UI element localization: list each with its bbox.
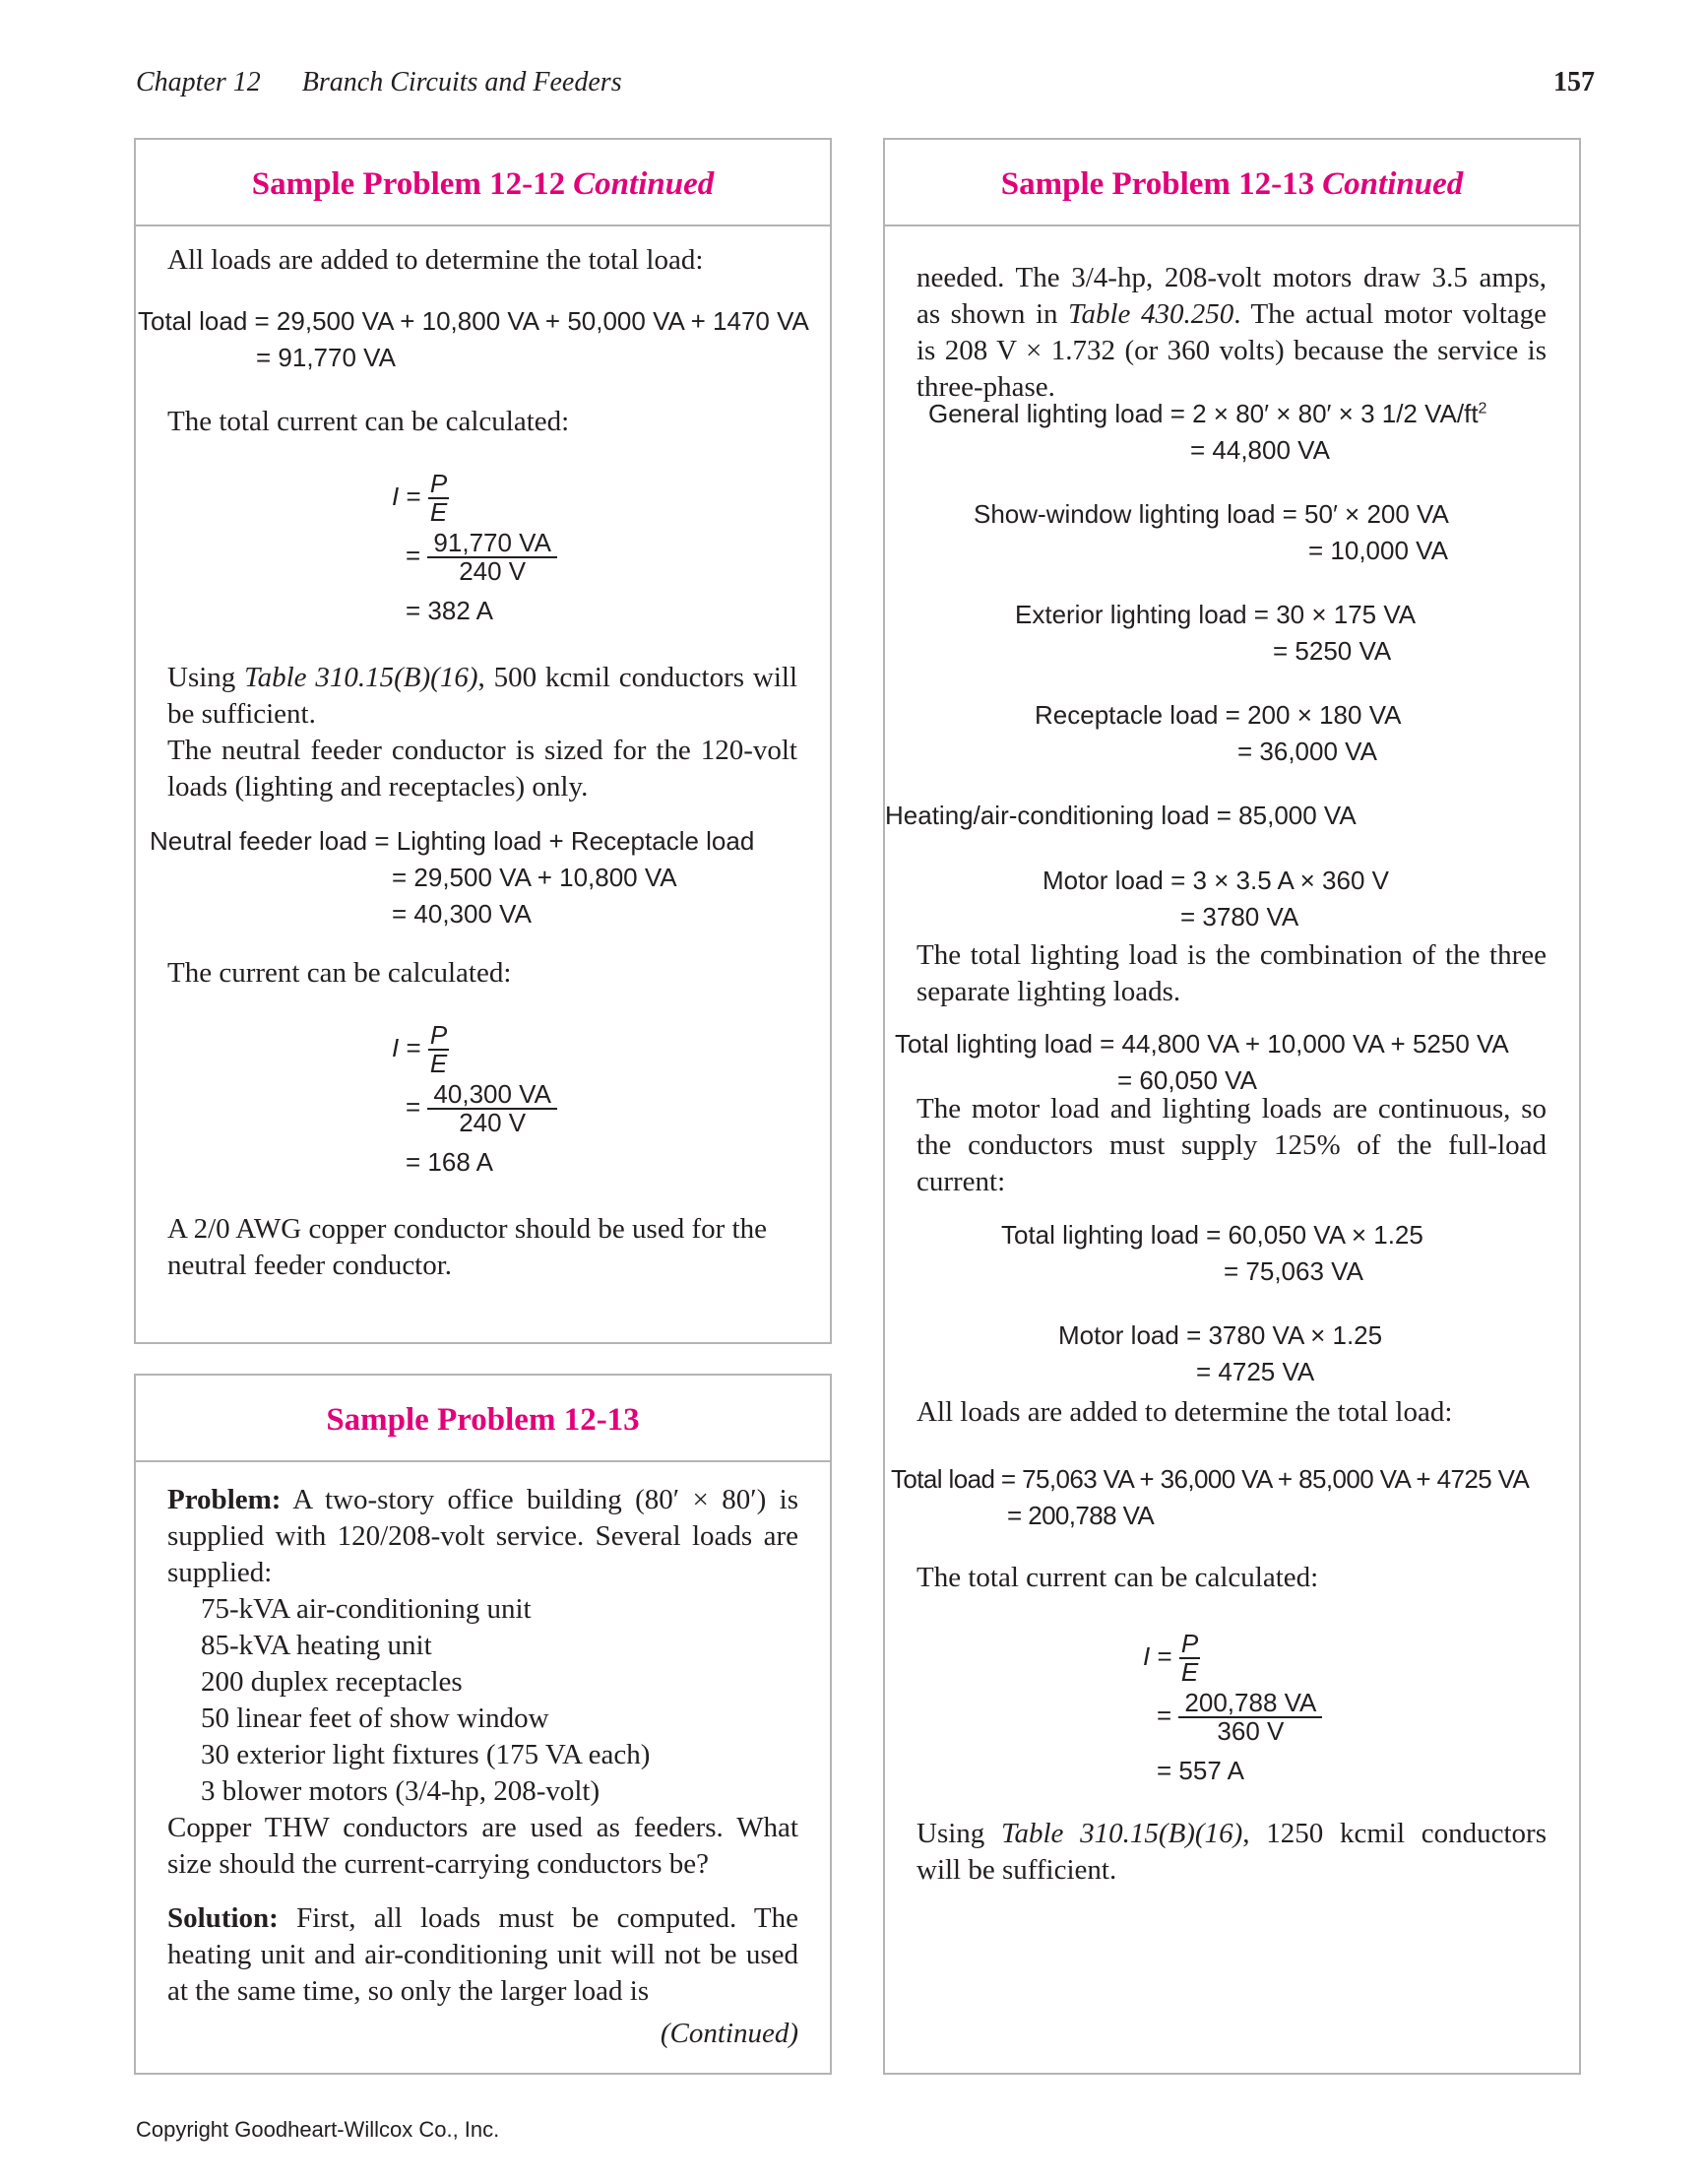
sample-problem-12-13-box [134, 1374, 832, 2075]
total-lighting-equation: Total lighting load = 44,800 VA + 10,000 VA + 5250 VA = 60,050 VA [895, 1029, 1509, 1095]
load-list-item: 30 exterior light fixtures (175 VA each) [201, 1739, 651, 1770]
conclusion-text: A 2/0 AWG copper conductor should be used for the neutral feeder conductor. [167, 1213, 767, 1281]
current-formula-2: I = $\frac{P}{E}$ [392, 1020, 448, 1078]
sample-problem-12-12-box [134, 138, 832, 1344]
motor-load-equation: Motor load = 3 × 3.5 A × 360 V = 3780 VA [1043, 866, 1389, 931]
box-title: Sample Problem 12-12 Continued [136, 140, 830, 226]
total-load-equation: Total load = 75,063 VA + 36,000 VA + 85,000 VA + 4725 VA = 200,788 VA [891, 1464, 1530, 1530]
continued-label: (Continued) [660, 2018, 798, 2049]
exterior-lighting-equation: Exterior lighting load = 30 × 175 VA = 5250 VA [1015, 600, 1417, 666]
motor-intro-text: needed. The 3/4-hp, 208-volt motors draw 3.5 amps, as shown in Table 430.250. The actual motor voltage is 208 V × 1.732 (or 360 volts) because the service is three-phase. [916, 262, 1547, 403]
page-number: 157 [1553, 67, 1595, 97]
neutral-feeder-equation: Neutral feeder load = Lighting load + Receptacle load = 29,500 VA + 10,800 VA = 40,300 VA [150, 826, 755, 929]
chapter-label: Chapter 12 [136, 67, 261, 97]
current-result-1: = 382 A [406, 596, 493, 625]
load-list-item: 85-kVA heating unit [201, 1630, 432, 1661]
current-fraction-1: = $\frac{91,770 VA}{240 V}$ [406, 530, 557, 585]
receptacle-load-equation: Receptacle load = 200 × 180 VA = 36,000 VA [1035, 700, 1402, 766]
current-formula-1: I = $\frac{P}{E}$ [392, 469, 448, 527]
page-header [136, 67, 1595, 106]
total-lighting-continuous-equation: Total lighting load = 60,050 VA × 1.25 = 75,063 VA [1001, 1220, 1423, 1286]
neutral-conductor-text: The neutral feeder conductor is sized for the 120-volt loads (lighting and receptacles) only. [167, 735, 797, 803]
current-fraction: = $\frac{200,788 VA}{360 V}$ [1157, 1690, 1322, 1745]
all-loads-text: All loads are added to determine the total load: [916, 1396, 1453, 1428]
current-result: = 557 A [1157, 1756, 1244, 1785]
show-window-equation: Show-window lighting load = 50′ × 200 VA = 10,000 VA [974, 499, 1449, 565]
heating-ac-equation: Heating/air-conditioning load = 85,000 VA [885, 801, 1357, 830]
current-formula: I = $\frac{P}{E}$ [1143, 1629, 1199, 1687]
continuous-load-text: The motor load and lighting loads are continuous, so the conductors must supply 125% of the full-load current: [916, 1093, 1547, 1197]
problem-statement: Problem: A two-story office building (80′ × 80′) is supplied with 120/208-volt service. Several loads are supplied: [167, 1484, 799, 1588]
solution-text: Solution: First, all loads must be computed. The heating unit and air-conditioning unit will not be used at the same time, so only the larger load is [167, 1902, 799, 2007]
motor-load-continuous-equation: Motor load = 3780 VA × 1.25 = 4725 VA [1058, 1320, 1383, 1386]
total-lighting-text: The total lighting load is the combination of the three separate lighting loads. [916, 939, 1547, 1007]
general-lighting-equation: General lighting load = 2 × 80′ × 80′ × 3 1/2 $VA/ft^2$ = 44,800 VA [928, 399, 1487, 465]
current-result-2: = 168 A [406, 1147, 493, 1177]
section-label: Branch Circuits and Feeders [301, 67, 622, 97]
copyright-footer: Copyright Goodheart-Willcox Co., Inc. [136, 2117, 500, 2142]
intro-text: All loads are added to determine the total load: [167, 244, 704, 276]
current-fraction-2: = $\frac{40,300 VA}{240 V}$ [406, 1081, 557, 1136]
current-intro: The total current can be calculated: [916, 1562, 1319, 1593]
load-list-item: 50 linear feet of show window [201, 1702, 549, 1734]
question-text: Copper THW conductors are used as feeders. What size should the current-carrying conductors be? [167, 1812, 798, 1880]
running-head [136, 67, 622, 98]
box-title: Sample Problem 12-13 Continued [885, 140, 1579, 226]
box-content [136, 1462, 830, 2050]
total-load-equation: Total load = 29,500 VA + 10,800 VA + 50,000 VA + 1470 VA = 91,770 VA [138, 306, 809, 372]
load-list-item: 3 blower motors (3/4-hp, 208-volt) [201, 1775, 600, 1807]
load-list-item: 200 duplex receptacles [201, 1666, 463, 1698]
current-intro-2: The current can be calculated: [167, 957, 512, 989]
table-reference-text: Using Table 310.15(B)(16), 500 kcmil conductors will be sufficient. [167, 662, 797, 730]
box-title: Sample Problem 12-13 [136, 1376, 830, 1462]
current-intro: The total current can be calculated: [167, 406, 570, 437]
table-reference-text: Using Table 310.15(B)(16), 1250 kcmil conductors will be sufficient. [916, 1818, 1547, 1886]
load-list-item: 75-kVA air-conditioning unit [201, 1593, 532, 1625]
sample-problem-12-13-continued-box [883, 138, 1581, 2075]
